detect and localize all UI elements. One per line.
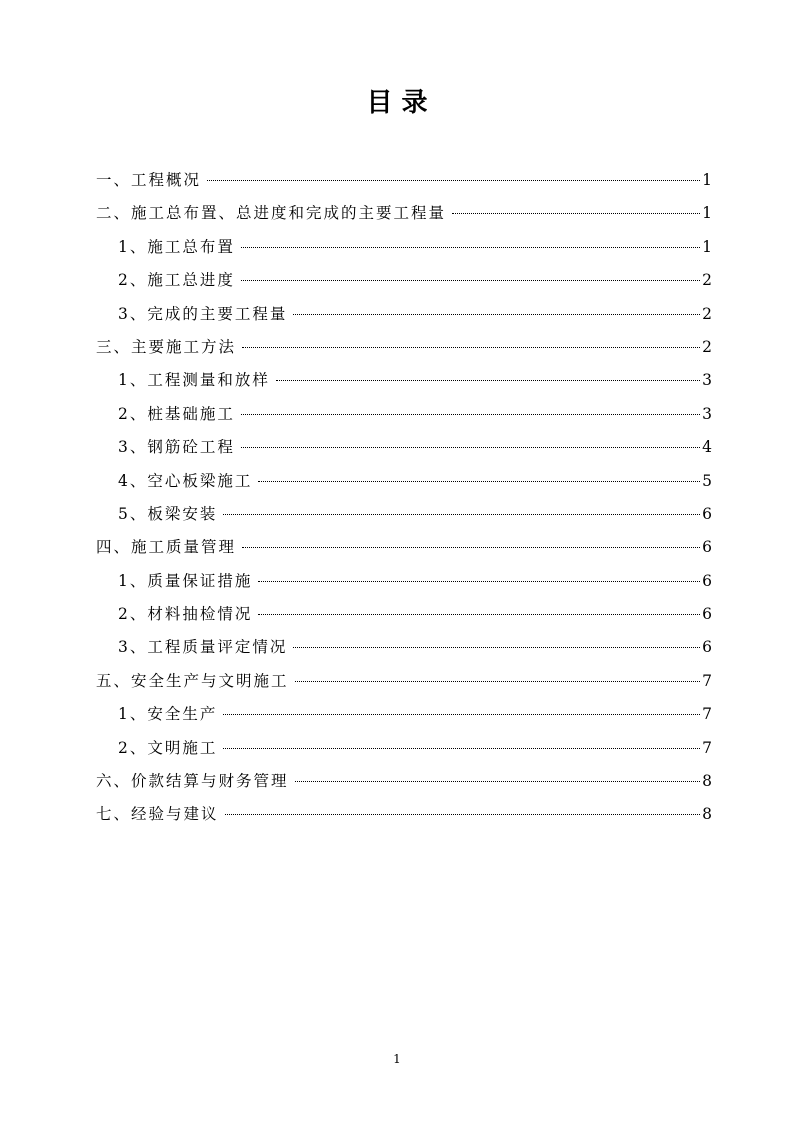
toc-entry-label: 2、材料抽检情况 [118,605,253,624]
toc-dot-leader [242,547,700,548]
toc-dot-leader [207,180,700,181]
toc-dot-leader [258,614,700,615]
toc-entry[interactable] [96,669,712,702]
toc-entry-page: 1 [702,171,712,189]
toc-entry[interactable] [96,201,712,234]
toc-entry-label: 1、安全生产 [118,705,218,724]
toc-entry-page: 8 [702,772,712,791]
toc-dot-leader [276,380,700,381]
toc-entry-page: 1 [702,237,712,256]
toc-subentry[interactable] [96,302,712,335]
toc-entry-label: 3、钢筋砼工程 [118,438,235,457]
toc-subentry[interactable] [96,402,712,435]
toc-entry-page: 4 [702,438,712,457]
toc-entry-label: 1、施工总布置 [118,237,235,256]
toc-entry-label: 四、施工质量管理 [96,538,237,557]
toc-entry[interactable] [96,769,712,802]
toc-subentry[interactable] [96,569,712,602]
toc-dot-leader [223,748,700,749]
toc-entry-label: 二、施工总布置、总进度和完成的主要工程量 [96,204,447,223]
toc-subentry[interactable] [96,736,712,769]
toc-entry-page: 2 [702,337,712,356]
toc-entry-page: 6 [702,638,712,657]
toc-entry-page: 3 [702,404,712,423]
toc-entry-label: 1、质量保证措施 [118,571,253,590]
toc-entry[interactable] [96,168,712,201]
toc-dot-leader [258,481,700,482]
toc-dot-leader [225,814,701,815]
toc-subentry[interactable] [96,469,712,502]
toc-dot-leader [293,647,700,648]
table-of-contents [96,168,712,836]
toc-dot-leader [223,514,700,515]
toc-entry-label: 三、主要施工方法 [96,337,237,356]
toc-entry-label: 4、空心板梁施工 [118,471,253,490]
toc-dot-leader [241,280,700,281]
toc-dot-leader [258,581,700,582]
toc-entry-label: 5、板梁安装 [118,504,218,523]
toc-subentry[interactable] [96,502,712,535]
toc-entry[interactable] [96,802,712,835]
toc-entry[interactable] [96,535,712,568]
toc-entry-page: 7 [702,671,712,690]
toc-dot-leader [452,213,700,214]
page-number: 1 [393,1052,401,1066]
toc-dot-leader [241,247,700,248]
toc-entry[interactable] [96,335,712,368]
toc-entry-page: 8 [702,805,712,824]
toc-entry-label: 2、文明施工 [118,738,218,757]
toc-entry-label: 3、工程质量评定情况 [118,638,288,657]
toc-entry-page: 2 [702,271,712,290]
page-title: 目 录 [366,88,428,118]
toc-dot-leader [241,447,700,448]
toc-entry-label: 3、完成的主要工程量 [118,304,288,323]
toc-subentry[interactable] [96,435,712,468]
toc-dot-leader [242,347,700,348]
toc-entry-page: 3 [702,371,712,390]
toc-dot-leader [293,314,700,315]
toc-subentry[interactable] [96,268,712,301]
toc-entry-page: 5 [702,471,712,490]
toc-entry-page: 6 [702,538,712,557]
toc-dot-leader [241,414,700,415]
toc-subentry[interactable] [96,702,712,735]
toc-entry-label: 2、施工总进度 [118,271,235,290]
toc-entry-label: 2、桩基础施工 [118,404,235,423]
toc-entry-page: 6 [702,504,712,523]
toc-entry-label: 七、经验与建议 [96,805,219,824]
toc-subentry[interactable] [96,635,712,668]
toc-entry-page: 7 [702,738,712,757]
toc-dot-leader [295,681,701,682]
toc-dot-leader [295,781,701,782]
toc-entry-page: 2 [702,304,712,323]
toc-entry-page: 7 [702,705,712,724]
toc-entry-page: 6 [702,571,712,590]
toc-entry-label: 1、工程测量和放样 [118,371,270,390]
toc-subentry[interactable] [96,368,712,401]
toc-entry-page: 6 [702,605,712,624]
toc-entry-label: 六、价款结算与财务管理 [96,772,289,791]
toc-subentry[interactable] [96,235,712,268]
toc-subentry[interactable] [96,602,712,635]
toc-entry-label: 五、安全生产与文明施工 [96,671,289,690]
toc-dot-leader [223,714,700,715]
toc-entry-page: 1 [702,204,712,223]
toc-entry-label: 一、工程概况 [96,171,202,189]
